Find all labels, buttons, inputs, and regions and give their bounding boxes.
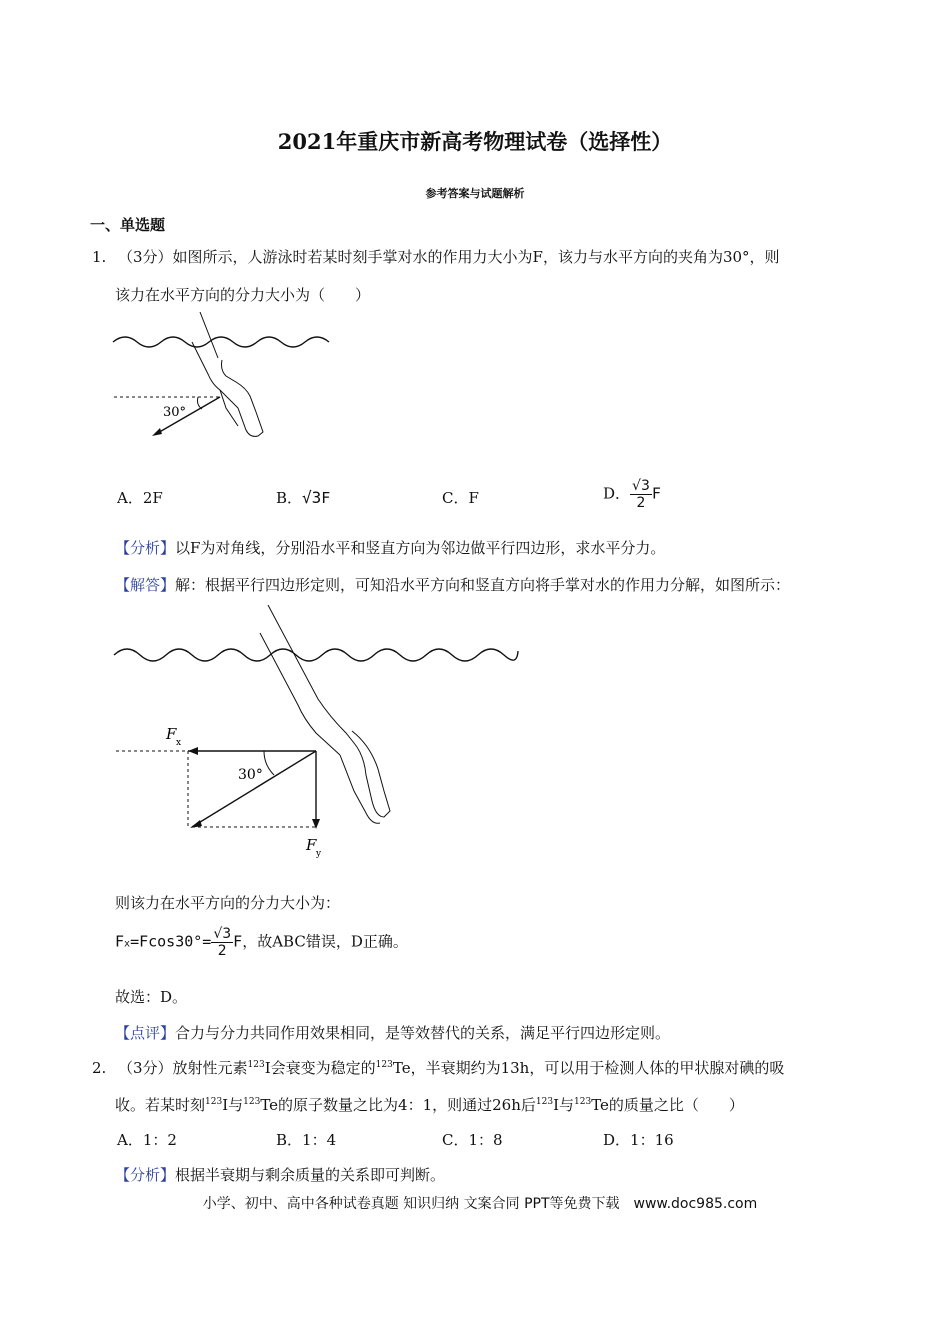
q2-option-a[interactable]: A．1：2 xyxy=(117,1131,177,1149)
q2-option-b[interactable]: B．1：4 xyxy=(276,1131,337,1149)
q1-solution-fy-sub: y xyxy=(316,849,322,859)
q2-number: 2. xyxy=(92,1059,107,1077)
q2-l1-a: （3分）放射性元素 xyxy=(118,1059,248,1077)
q1-option-d-suffix: F xyxy=(651,484,661,503)
q1-answer-text: 解：根据平行四边形定则，可知沿水平方向和竖直方向将手掌对水的作用力分解，如图所示： xyxy=(175,576,791,594)
q2-option-d[interactable]: D．1：16 xyxy=(603,1131,674,1149)
q1-formula-lhs: F xyxy=(115,932,125,951)
q1-option-c-text: F xyxy=(468,489,479,507)
q2-stem-line2 xyxy=(115,1095,744,1115)
q1-solution-fx: F xyxy=(166,725,177,743)
q1-answer xyxy=(115,575,790,595)
q1-option-b-letter: B． xyxy=(276,489,303,507)
q2-l2-sup4: 123 xyxy=(574,1097,592,1107)
q2-l2-a: 收。若某时刻 xyxy=(115,1096,206,1114)
q2-stem-line1 xyxy=(118,1058,784,1078)
q1-option-a[interactable] xyxy=(117,488,163,508)
q1-formula xyxy=(115,926,408,959)
q1-analysis-text: 以F为对角线，分别沿水平和竖直方向为邻边做平行四边形，求水平分力。 xyxy=(175,539,666,557)
q1-option-c-letter: C． xyxy=(442,489,469,507)
q1-choice: 故选：D。 xyxy=(115,988,188,1006)
q2-l2-c: Te的原子数量之比为4：1，则通过26h后 xyxy=(260,1096,536,1114)
q1-solution-fx-sub: x xyxy=(176,738,182,748)
q2-option-c[interactable]: C．1：8 xyxy=(442,1131,503,1149)
q1-figure xyxy=(108,312,343,452)
q1-formula-suffix: F xyxy=(233,932,243,951)
q2-l1-sup1: 123 xyxy=(247,1060,265,1070)
q2-l2-sup1: 123 xyxy=(205,1097,223,1107)
q1-option-b-sqrt: √3 xyxy=(302,488,322,507)
q1-answer-tag: 【解答】 xyxy=(115,576,176,594)
q1-solution-angle: 30° xyxy=(238,767,263,783)
q1-formula-lhs-sub: x xyxy=(124,938,131,950)
q1-option-d-num: √3 xyxy=(632,478,650,494)
q1-number: 1. xyxy=(92,248,107,266)
q1-conclusion-intro: 则该力在水平方向的分力大小为： xyxy=(115,894,341,912)
q1-stem-line1: （3分）如图所示，人游泳时若某时刻手掌对水的作用力大小为F，该力与水平方向的夹角为30°，则 xyxy=(118,248,780,266)
q1-option-d[interactable] xyxy=(603,478,661,511)
section-heading: 一、单选题 xyxy=(90,216,166,234)
q2-l2-e: Te的质量之比（ ） xyxy=(591,1096,744,1114)
q1-option-a-text: 2F xyxy=(142,489,163,507)
page-title: 2021年重庆市新高考物理试卷（选择性） xyxy=(277,129,673,154)
q1-solution-fy: F xyxy=(306,836,317,854)
q1-figure-angle: 30° xyxy=(163,405,187,420)
q2-l1-b: I会衰变为稳定的 xyxy=(264,1059,376,1077)
q1-option-d-letter: D． xyxy=(603,484,631,503)
q1-formula-num: √3 xyxy=(213,926,232,942)
q1-stem-line2: 该力在水平方向的分力大小为（ ） xyxy=(115,286,371,304)
q2-l2-sup2: 123 xyxy=(243,1097,261,1107)
q1-comment-text: 合力与分力共同作用效果相同，是等效替代的关系，满足平行四边形定则。 xyxy=(175,1024,671,1042)
q1-formula-mid: =Fcos30°= xyxy=(130,932,212,951)
q1-option-a-letter: A． xyxy=(117,489,143,507)
q2-l1-sup2: 123 xyxy=(375,1060,393,1070)
q1-option-d-den: 2 xyxy=(636,495,646,511)
q1-solution-figure xyxy=(108,605,528,865)
q2-analysis-tag: 【分析】 xyxy=(115,1166,176,1184)
q2-l2-sup3: 123 xyxy=(535,1097,554,1107)
q1-formula-den: 2 xyxy=(217,943,227,959)
q1-option-c[interactable] xyxy=(442,488,479,508)
q1-analysis-tag: 【分析】 xyxy=(115,539,176,557)
q1-analysis xyxy=(115,538,665,558)
q2-l1-c: Te，半衰期约为13h，可以用于检测人体的甲状腺对碘的吸 xyxy=(392,1059,785,1077)
q1-comment xyxy=(115,1023,670,1043)
q2-l2-b: I与 xyxy=(222,1096,244,1114)
q1-comment-tag: 【点评】 xyxy=(115,1024,176,1042)
q1-option-b[interactable] xyxy=(276,488,330,508)
q2-l2-d: I与 xyxy=(553,1096,575,1114)
page-footer: 小学、初中、高中各种试卷真题 知识归纳 文案合同 PPT等免费下载 www.doc985.com xyxy=(202,1196,758,1212)
page-subtitle: 参考答案与试题解析 xyxy=(425,187,525,200)
q1-formula-tail: ，故ABC错误，D正确。 xyxy=(242,932,408,951)
q2-analysis-text: 根据半衰期与剩余质量的关系即可判断。 xyxy=(175,1166,446,1184)
q1-option-b-suffix: F xyxy=(321,489,331,507)
q2-analysis xyxy=(115,1165,445,1185)
